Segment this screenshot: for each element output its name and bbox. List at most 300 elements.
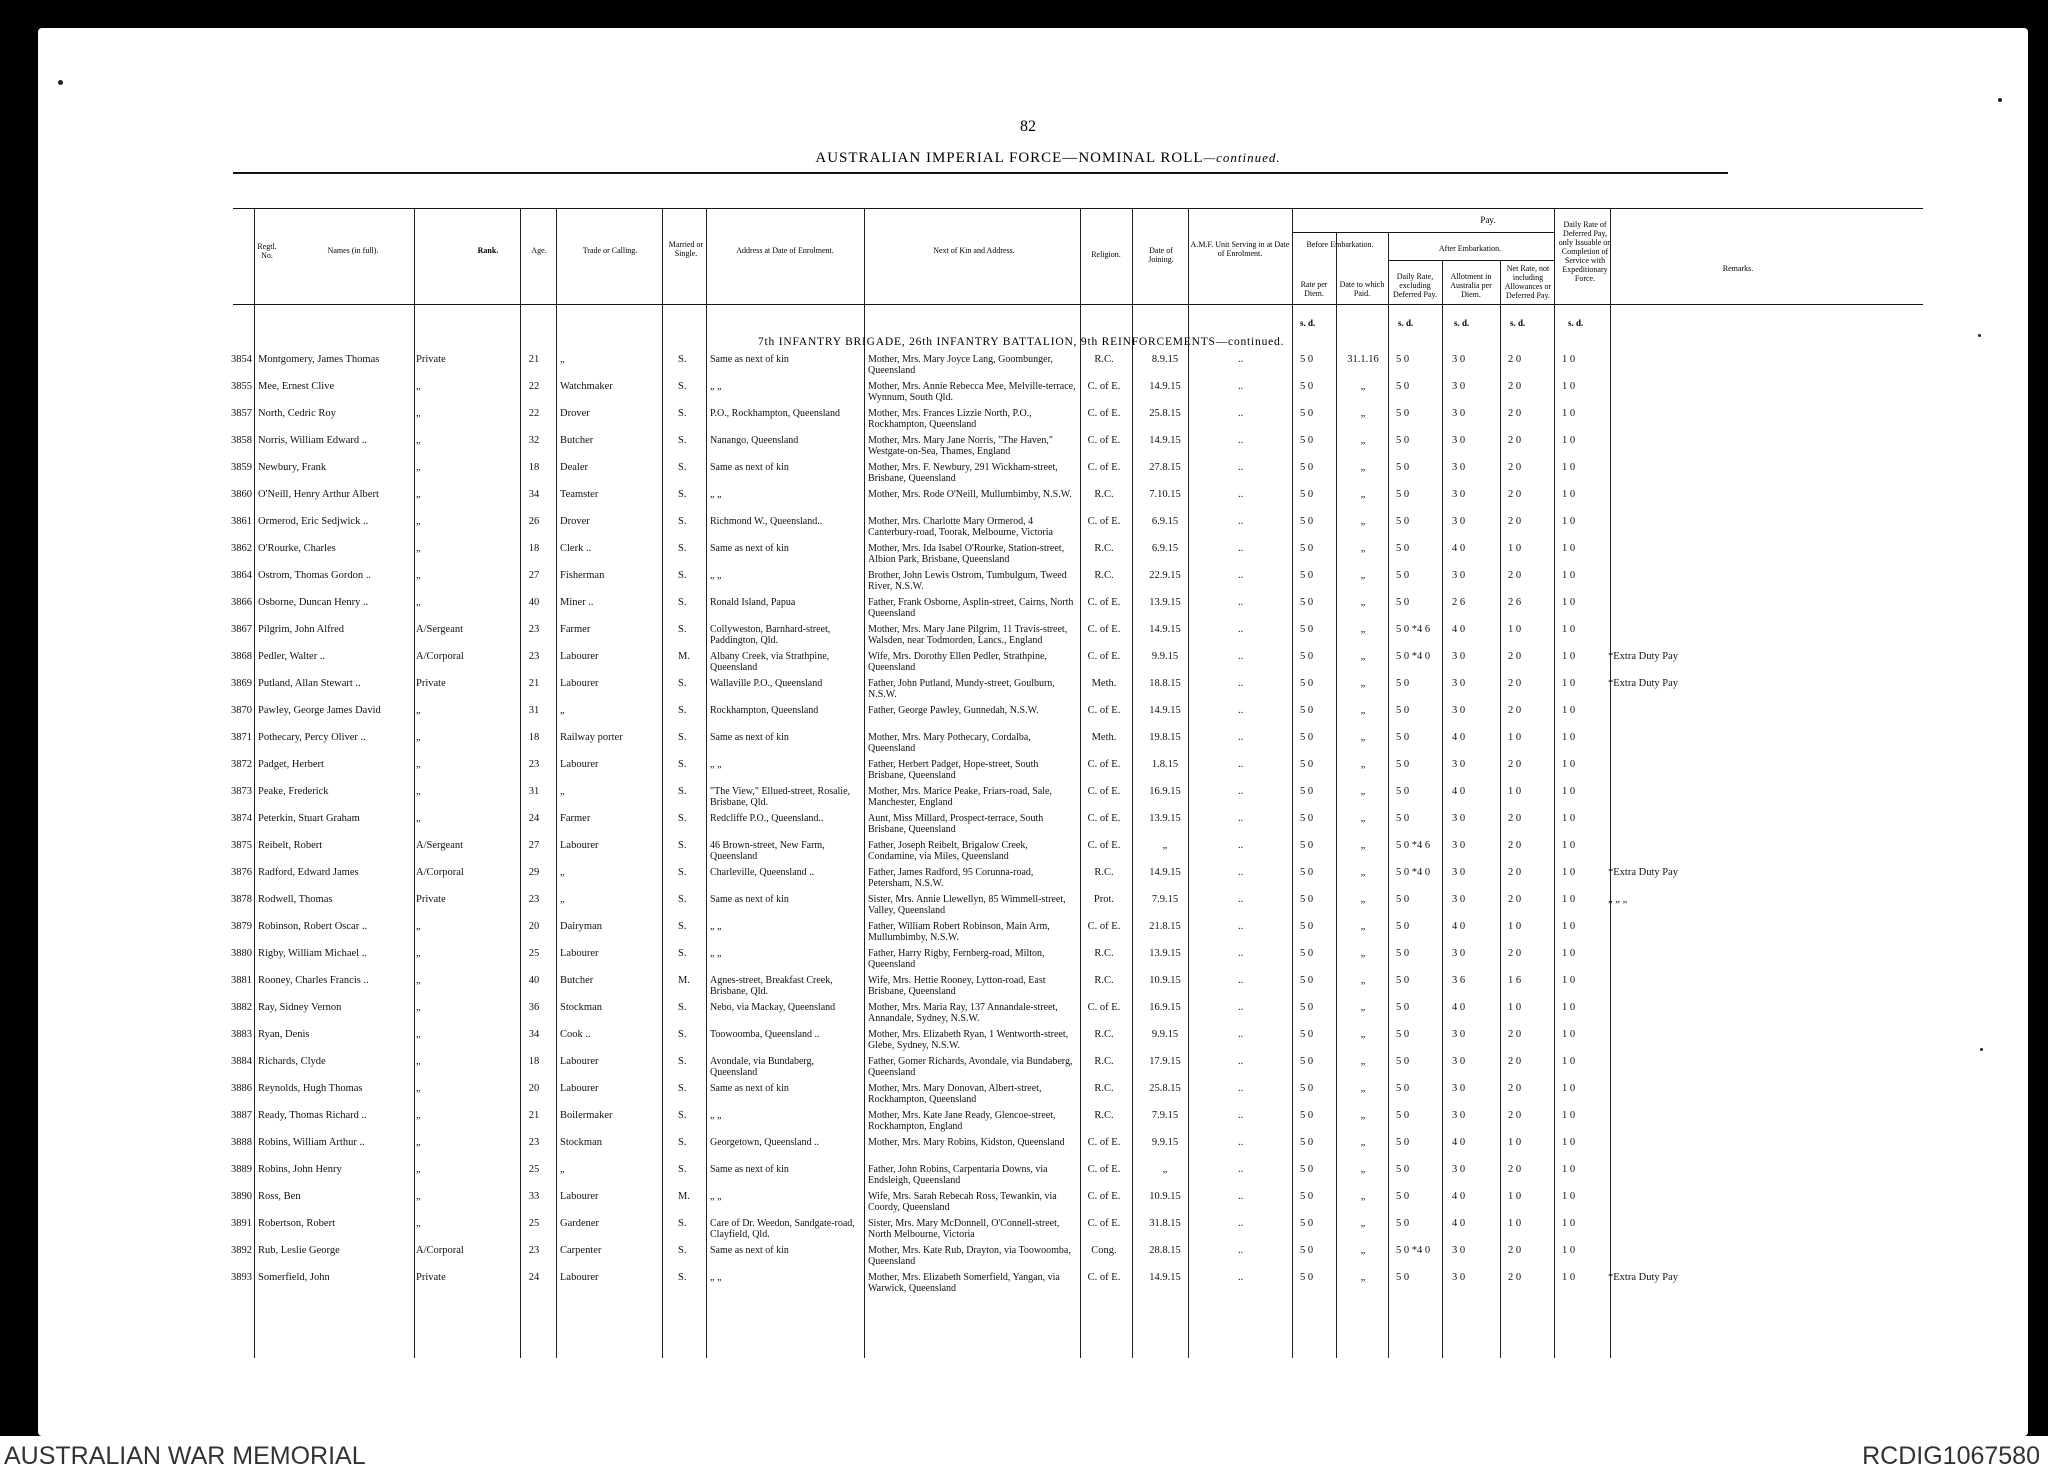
next-of-kin-cell: Mother, Mrs. Rode O'Neill, Mullumbimby, N.S.W. (868, 489, 1072, 500)
date-paid-cell: „ (1360, 813, 1366, 824)
rate-per-diem-cell: 5 0 (1300, 435, 1314, 446)
table-row (38, 597, 2028, 623)
date-paid-cell: „ (1360, 624, 1366, 635)
trade-cell: Labourer (560, 759, 599, 770)
daily-rate-cell: 5 0 (1396, 678, 1410, 689)
table-row (38, 462, 2028, 488)
amf-unit-cell: .. (1238, 840, 1244, 851)
deferred-pay-cell: 1 0 (1562, 705, 1576, 716)
allotment-cell: 4 0 (1452, 1002, 1466, 1013)
allotment-cell: 3 0 (1452, 570, 1466, 581)
date-joining-cell: 22.9.15 (1149, 570, 1181, 581)
table-row (38, 948, 2028, 974)
amf-unit-cell: .. (1238, 732, 1244, 743)
rate-per-diem-cell: 5 0 (1300, 1272, 1314, 1283)
table-row (38, 894, 2028, 920)
remarks-cell: *Extra Duty Pay (1608, 867, 1678, 878)
net-rate-cell: 1 0 (1508, 1191, 1522, 1202)
trade-cell: Butcher (560, 435, 594, 446)
regtl-no-cell: 3875 (231, 840, 252, 851)
date-paid-cell: „ (1360, 1164, 1366, 1175)
trade-cell: Watchmaker (560, 381, 613, 392)
next-of-kin-cell: Mother, Mrs. Annie Rebecca Mee, Melville-terrace, Wynnum, South Qld. (868, 381, 1076, 403)
deferred-pay-cell: 1 0 (1562, 1029, 1576, 1040)
regtl-no-cell: 3870 (231, 705, 252, 716)
regtl-no-cell: 3866 (231, 597, 252, 608)
regtl-no-cell: 3878 (231, 894, 252, 905)
address-cell: „ „ (710, 489, 722, 500)
next-of-kin-cell: Wife, Mrs. Dorothy Ellen Pedler, Strathpine, Queensland (868, 651, 1047, 673)
deferred-pay-cell: 1 0 (1562, 975, 1576, 986)
deferred-pay-cell: 1 0 (1562, 867, 1576, 878)
address-cell: Ronald Island, Papua (710, 597, 796, 608)
religion-cell: R.C. (1094, 570, 1114, 581)
rank-cell: „ (416, 948, 421, 959)
age-cell: 31 (528, 705, 540, 716)
address-cell: „ „ (710, 381, 722, 392)
date-paid-cell: „ (1360, 678, 1366, 689)
table-row (38, 1137, 2028, 1163)
trade-cell: Labourer (560, 678, 599, 689)
rate-per-diem-cell: 5 0 (1300, 1056, 1314, 1067)
deferred-pay-cell: 1 0 (1562, 651, 1576, 662)
address-cell: „ „ (710, 1191, 722, 1202)
date-paid-cell: „ (1360, 1245, 1366, 1256)
regtl-no-cell: 3882 (231, 1002, 252, 1013)
marital-cell: S. (678, 786, 687, 797)
marital-cell: S. (678, 921, 687, 932)
title-main: AUSTRALIAN IMPERIAL FORCE—NOMINAL ROLL (815, 150, 1204, 166)
rank-cell: A/Corporal (416, 867, 464, 878)
rank-cell: „ (416, 1110, 421, 1121)
regtl-no-cell: 3876 (231, 867, 252, 878)
daily-rate-cell: 5 0 (1396, 1110, 1410, 1121)
amf-unit-cell: .. (1238, 894, 1244, 905)
net-rate-cell: 2 0 (1508, 354, 1522, 365)
table-row (38, 678, 2028, 704)
marital-cell: M. (678, 1191, 690, 1202)
net-rate-cell: 2 0 (1508, 813, 1522, 824)
name-cell: Reynolds, Hugh Thomas (258, 1083, 363, 1094)
name-cell: Newbury, Frank (258, 462, 327, 473)
next-of-kin-cell: Aunt, Miss Millard, Prospect-terrace, South Brisbane, Queensland (868, 813, 1044, 835)
page-number: 82 (1020, 118, 1036, 135)
age-cell: 23 (528, 759, 540, 770)
amf-unit-cell: .. (1238, 354, 1244, 365)
regtl-no-cell: 3883 (231, 1029, 252, 1040)
daily-rate-cell: 5 0 *4 0 (1396, 867, 1431, 878)
address-cell: Same as next of kin (710, 462, 789, 473)
daily-rate-cell: 5 0 (1396, 354, 1410, 365)
name-cell: North, Cedric Roy (258, 408, 336, 419)
allotment-cell: 3 0 (1452, 381, 1466, 392)
title-suffix: —continued. (1203, 150, 1281, 165)
religion-cell: Prot. (1093, 894, 1115, 905)
marital-cell: S. (678, 597, 687, 608)
amf-unit-cell: .. (1238, 759, 1244, 770)
next-of-kin-cell: Father, John Putland, Mundy-street, Goulburn, N.S.W. (868, 678, 1055, 700)
address-cell: „ „ (710, 1110, 722, 1121)
marital-cell: S. (678, 354, 687, 365)
age-cell: 25 (528, 1164, 540, 1175)
deferred-pay-cell: 1 0 (1562, 516, 1576, 527)
trade-cell: „ (560, 867, 565, 878)
allotment-cell: 3 6 (1452, 975, 1466, 986)
daily-rate-cell: 5 0 (1396, 1137, 1410, 1148)
rate-per-diem-cell: 5 0 (1300, 570, 1314, 581)
marital-cell: M. (678, 975, 690, 986)
date-joining-cell: 1.8.15 (1151, 759, 1179, 770)
trade-cell: Railway porter (560, 732, 623, 743)
marital-cell: S. (678, 678, 687, 689)
rank-cell: „ (416, 921, 421, 932)
date-joining-cell: 16.9.15 (1149, 1002, 1181, 1013)
amf-unit-cell: .. (1238, 1245, 1244, 1256)
net-rate-cell: 2 0 (1508, 516, 1522, 527)
net-rate-cell: 1 0 (1508, 1002, 1522, 1013)
religion-cell: C. of E. (1087, 705, 1121, 716)
amf-unit-cell: .. (1238, 651, 1244, 662)
deferred-pay-cell: 1 0 (1562, 543, 1576, 554)
daily-rate-cell: 5 0 (1396, 759, 1410, 770)
marital-cell: S. (678, 570, 687, 581)
allotment-cell: 3 0 (1452, 813, 1466, 824)
rate-per-diem-cell: 5 0 (1300, 921, 1314, 932)
allotment-cell: 3 0 (1452, 678, 1466, 689)
age-cell: 24 (528, 1272, 540, 1283)
address-cell: „ „ (710, 759, 722, 770)
allotment-cell: 3 0 (1452, 489, 1466, 500)
title-rule (233, 172, 1728, 174)
deferred-pay-cell: 1 0 (1562, 948, 1576, 959)
age-cell: 23 (528, 651, 540, 662)
regtl-no-cell: 3858 (231, 435, 252, 446)
date-paid-cell: „ (1360, 840, 1366, 851)
net-rate-cell: 2 0 (1508, 759, 1522, 770)
amf-unit-cell: .. (1238, 975, 1244, 986)
name-cell: Robertson, Robert (258, 1218, 335, 1229)
header-date-paid: Date to which Paid. (1339, 280, 1385, 298)
next-of-kin-cell: Father, William Robert Robinson, Main Arm, Mullumbimby, N.S.W. (868, 921, 1050, 943)
trade-cell: „ (560, 786, 565, 797)
age-cell: 21 (528, 678, 540, 689)
rank-cell: „ (416, 597, 421, 608)
date-paid-cell: „ (1360, 867, 1366, 878)
next-of-kin-cell: Mother, Mrs. Frances Lizzie North, P.O., Rockhampton, Queensland (868, 408, 1032, 430)
header-before-embarkation: Before Embarkation. (1306, 240, 1374, 249)
table-row (38, 1029, 2028, 1055)
regtl-no-cell: 3873 (231, 786, 252, 797)
date-paid-cell: „ (1360, 894, 1366, 905)
net-rate-cell: 2 0 (1508, 651, 1522, 662)
age-cell: 33 (528, 1191, 540, 1202)
paper-speck (1998, 98, 2002, 102)
table-row (38, 705, 2028, 731)
date-paid-cell: „ (1360, 1083, 1366, 1094)
rate-per-diem-cell: 5 0 (1300, 1083, 1314, 1094)
religion-cell: C. of E. (1087, 597, 1121, 608)
trade-cell: Cook .. (560, 1029, 591, 1040)
regtl-no-cell: 3859 (231, 462, 252, 473)
date-joining-cell: 10.9.15 (1149, 1191, 1181, 1202)
rate-per-diem-cell: 5 0 (1300, 516, 1314, 527)
regtl-no-cell: 3867 (231, 624, 252, 635)
allotment-cell: 4 0 (1452, 1218, 1466, 1229)
deferred-pay-cell: 1 0 (1562, 1056, 1576, 1067)
date-joining-cell: 21.8.15 (1149, 921, 1181, 932)
amf-unit-cell: .. (1238, 435, 1244, 446)
net-rate-cell: 2 0 (1508, 678, 1522, 689)
marital-cell: S. (678, 543, 687, 554)
marital-cell: S. (678, 705, 687, 716)
age-cell: 27 (528, 570, 540, 581)
next-of-kin-cell: Mother, Mrs. Ida Isabel O'Rourke, Station-street, Albion Park, Brisbane, Queensland (868, 543, 1065, 565)
address-cell: „ „ (710, 948, 722, 959)
rank-cell: „ (416, 408, 421, 419)
pay-subrule (1293, 232, 1555, 233)
next-of-kin-cell: Mother, Mrs. Elizabeth Somerfield, Yangan, via Warwick, Queensland (868, 1272, 1060, 1294)
table-row (38, 732, 2028, 758)
net-rate-cell: 1 0 (1508, 1137, 1522, 1148)
daily-rate-cell: 5 0 (1396, 894, 1410, 905)
name-cell: Peake, Frederick (258, 786, 329, 797)
table-row (38, 921, 2028, 947)
address-cell: Redcliffe P.O., Queensland.. (710, 813, 824, 824)
trade-cell: Drover (560, 408, 590, 419)
amf-unit-cell: .. (1238, 948, 1244, 959)
daily-rate-cell: 5 0 (1396, 570, 1410, 581)
header-remarks: Remarks. (1722, 264, 1754, 273)
regtl-no-cell: 3871 (231, 732, 252, 743)
marital-cell: S. (678, 840, 687, 851)
net-rate-cell: 2 0 (1508, 867, 1522, 878)
name-cell: Peterkin, Stuart Graham (258, 813, 360, 824)
net-rate-cell: 2 0 (1508, 840, 1522, 851)
net-rate-cell: 2 6 (1508, 597, 1522, 608)
deferred-pay-cell: 1 0 (1562, 381, 1576, 392)
trade-cell: Stockman (560, 1137, 602, 1148)
amf-unit-cell: .. (1238, 1164, 1244, 1175)
amf-unit-cell: .. (1238, 921, 1244, 932)
table-row (38, 975, 2028, 1001)
marital-cell: S. (678, 948, 687, 959)
regtl-no-cell: 3855 (231, 381, 252, 392)
header-regtl-no: Regtl. No. (257, 242, 277, 260)
marital-cell: S. (678, 408, 687, 419)
age-cell: 18 (528, 543, 540, 554)
amf-unit-cell: .. (1238, 1137, 1244, 1148)
religion-cell: R.C. (1094, 354, 1114, 365)
archive-footer (0, 1436, 2048, 1474)
allotment-cell: 3 0 (1452, 1083, 1466, 1094)
rate-per-diem-cell: 5 0 (1300, 651, 1314, 662)
name-cell: Pedler, Walter .. (258, 651, 326, 662)
marital-cell: S. (678, 435, 687, 446)
next-of-kin-cell: Father, George Pawley, Gunnedah, N.S.W. (868, 705, 1039, 716)
rank-cell: „ (416, 516, 421, 527)
rank-cell: „ (416, 489, 421, 500)
address-cell: Same as next of kin (710, 732, 789, 743)
rate-per-diem-cell: 5 0 (1300, 381, 1314, 392)
daily-rate-cell: 5 0 (1396, 435, 1410, 446)
amf-unit-cell: .. (1238, 1191, 1244, 1202)
name-cell: Ray, Sidney Vernon (258, 1002, 342, 1013)
date-joining-cell: 18.8.15 (1149, 678, 1181, 689)
date-joining-cell: 9.9.15 (1151, 1137, 1179, 1148)
footer-left: AUSTRALIAN WAR MEMORIAL (4, 1442, 366, 1470)
rate-per-diem-cell: 5 0 (1300, 840, 1314, 851)
rank-cell: A/Sergeant (416, 624, 464, 635)
rate-per-diem-cell: 5 0 (1300, 354, 1314, 365)
religion-cell: C. of E. (1087, 624, 1121, 635)
daily-rate-cell: 5 0 (1396, 1272, 1410, 1283)
rate-per-diem-cell: 5 0 (1300, 462, 1314, 473)
trade-cell: Stockman (560, 1002, 602, 1013)
daily-rate-cell: 5 0 *4 6 (1396, 840, 1431, 851)
net-rate-cell: 2 0 (1508, 435, 1522, 446)
daily-rate-cell: 5 0 (1396, 381, 1410, 392)
net-rate-cell: 1 0 (1508, 786, 1522, 797)
address-cell: Same as next of kin (710, 1245, 789, 1256)
trade-cell: Fisherman (560, 570, 605, 581)
daily-rate-cell: 5 0 *4 0 (1396, 1245, 1431, 1256)
age-cell: 34 (528, 1029, 540, 1040)
allotment-cell: 3 0 (1452, 948, 1466, 959)
next-of-kin-cell: Mother, Mrs. Maria Ray, 137 Annandale-street, Annandale, Sydney, N.S.W. (868, 1002, 1058, 1024)
address-cell: "The View," Ellued-street, Rosalie, Brisbane, Qld. (710, 786, 851, 808)
daily-rate-cell: 5 0 (1396, 1029, 1410, 1040)
regtl-no-cell: 3890 (231, 1191, 252, 1202)
name-cell: Pilgrim, John Alfred (258, 624, 345, 635)
next-of-kin-cell: Mother, Mrs. Kate Rub, Drayton, via Toowoomba, Queensland (868, 1245, 1071, 1267)
marital-cell: M. (678, 651, 690, 662)
amf-unit-cell: .. (1238, 462, 1244, 473)
religion-cell: R.C. (1094, 948, 1114, 959)
net-rate-cell: 2 0 (1508, 1272, 1522, 1283)
religion-cell: C. of E. (1087, 786, 1121, 797)
deferred-pay-cell: 1 0 (1562, 1137, 1576, 1148)
age-cell: 40 (528, 975, 540, 986)
header-age: Age. (531, 246, 547, 255)
address-cell: Wallaville P.O., Queensland (710, 678, 823, 689)
religion-cell: C. of E. (1087, 1137, 1121, 1148)
rate-per-diem-cell: 5 0 (1300, 1110, 1314, 1121)
address-cell: Georgetown, Queensland .. (710, 1137, 819, 1148)
regtl-no-cell: 3854 (231, 354, 252, 365)
next-of-kin-cell: Mother, Mrs. Mary Robins, Kidston, Queensland (868, 1137, 1065, 1148)
religion-cell: C. of E. (1087, 651, 1121, 662)
date-paid-cell: „ (1360, 597, 1366, 608)
allotment-cell: 3 0 (1452, 1110, 1466, 1121)
table-row (38, 489, 2028, 515)
date-joining-cell: 17.9.15 (1149, 1056, 1181, 1067)
table-row (38, 435, 2028, 461)
header-trade: Trade or Calling. (582, 246, 638, 255)
daily-rate-cell: 5 0 (1396, 462, 1410, 473)
date-joining-cell: 8.9.15 (1151, 354, 1179, 365)
net-rate-cell: 2 0 (1508, 1245, 1522, 1256)
allotment-cell: 3 0 (1452, 462, 1466, 473)
next-of-kin-cell: Mother, Mrs. Mary Pothecary, Cordalba, Queensland (868, 732, 1031, 754)
allotment-cell: 4 0 (1452, 624, 1466, 635)
table-row (38, 1110, 2028, 1136)
address-cell: „ „ (710, 570, 722, 581)
address-cell: Same as next of kin (710, 1164, 789, 1175)
date-paid-cell: „ (1360, 1191, 1366, 1202)
next-of-kin-cell: Sister, Mrs. Mary McDonnell, O'Connell-street, North Melbourne, Victoria (868, 1218, 1060, 1240)
address-cell: Collyweston, Barnhard-street, Paddington, Qld. (710, 624, 831, 646)
date-paid-cell: 31.1.16 (1347, 354, 1379, 365)
name-cell: Somerfield, John (258, 1272, 330, 1283)
net-rate-cell: 2 0 (1508, 1029, 1522, 1040)
next-of-kin-cell: Father, Gomer Richards, Avondale, via Bundaberg, Queensland (868, 1056, 1073, 1078)
paper-speck (1978, 334, 1981, 337)
marital-cell: S. (678, 1029, 687, 1040)
deferred-pay-cell: 1 0 (1562, 1191, 1576, 1202)
rate-per-diem-cell: 5 0 (1300, 975, 1314, 986)
daily-rate-cell: 5 0 (1396, 975, 1410, 986)
amf-unit-cell: .. (1238, 597, 1244, 608)
marital-cell: S. (678, 381, 687, 392)
name-cell: Pothecary, Percy Oliver .. (258, 732, 366, 743)
table-row (38, 570, 2028, 596)
regtl-no-cell: 3887 (231, 1110, 252, 1121)
rate-per-diem-cell: 5 0 (1300, 1164, 1314, 1175)
deferred-pay-cell: 1 0 (1562, 462, 1576, 473)
religion-cell: C. of E. (1087, 381, 1121, 392)
date-joining-cell: 14.9.15 (1149, 624, 1181, 635)
religion-cell: C. of E. (1087, 840, 1121, 851)
marital-cell: S. (678, 813, 687, 824)
daily-rate-cell: 5 0 (1396, 489, 1410, 500)
next-of-kin-cell: Mother, Mrs. Kate Jane Ready, Glencoe-street, Rockhampton, England (868, 1110, 1056, 1132)
religion-cell: C. of E. (1087, 1191, 1121, 1202)
trade-cell: „ (560, 894, 565, 905)
table-row (38, 408, 2028, 434)
amf-unit-cell: .. (1238, 570, 1244, 581)
regtl-no-cell: 3869 (231, 678, 252, 689)
amf-unit-cell: .. (1238, 381, 1244, 392)
address-cell: Same as next of kin (710, 1083, 789, 1094)
address-cell: Agnes-street, Breakfast Creek, Brisbane, Qld. (710, 975, 833, 997)
rank-cell: Private (416, 678, 446, 689)
rank-cell: „ (416, 1083, 421, 1094)
deferred-pay-cell: 1 0 (1562, 732, 1576, 743)
date-paid-cell: „ (1360, 1137, 1366, 1148)
allotment-cell: 3 0 (1452, 840, 1466, 851)
age-cell: 23 (528, 894, 540, 905)
units-allot: s. d. (1454, 318, 1470, 328)
remarks-cell: *Extra Duty Pay (1608, 1272, 1678, 1283)
table-row (38, 1083, 2028, 1109)
table-row (38, 1272, 2028, 1298)
age-cell: 23 (528, 1137, 540, 1148)
marital-cell: S. (678, 1164, 687, 1175)
rank-cell: „ (416, 1218, 421, 1229)
trade-cell: Butcher (560, 975, 594, 986)
next-of-kin-cell: Father, John Robins, Carpentaria Downs, via Endsleigh, Queensland (868, 1164, 1048, 1186)
amf-unit-cell: .. (1238, 516, 1244, 527)
daily-rate-cell: 5 0 (1396, 1002, 1410, 1013)
rate-per-diem-cell: 5 0 (1300, 1002, 1314, 1013)
date-joining-cell: 7.9.15 (1151, 894, 1179, 905)
after-subrule (1388, 260, 1554, 261)
religion-cell: C. of E. (1087, 1218, 1121, 1229)
date-paid-cell: „ (1360, 1002, 1366, 1013)
name-cell: O'Neill, Henry Arthur Albert (258, 489, 379, 500)
rate-per-diem-cell: 5 0 (1300, 597, 1314, 608)
date-joining-cell: 25.8.15 (1149, 1083, 1181, 1094)
